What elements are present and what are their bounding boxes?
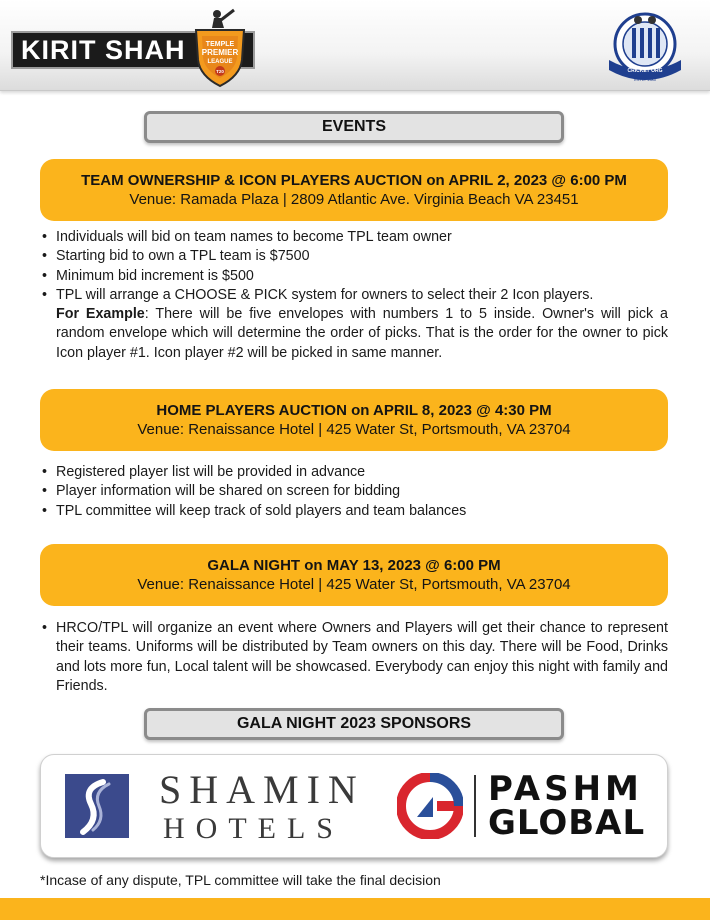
pashm-divider [474,775,476,837]
example-label: For Example [56,306,145,323]
event-venue: Venue: Renaissance Hotel | 425 Water St, Portsmouth, VA 23704 [137,421,571,438]
shamin-sub: HOTELS [163,812,344,845]
svg-text:CRICKET ORG: CRICKET ORG [627,68,663,74]
sponsors-heading: GALA NIGHT 2023 SPONSORS [144,708,564,740]
event-title: HOME PLAYERS AUCTION on APRIL 8, 2023 @ 4:30 PM [156,402,552,419]
svg-text:ESTD. 1985: ESTD. 1985 [634,77,656,82]
list-item: • Individuals will bid on team names to become TPL team owner [40,228,668,247]
league-badge-icon [188,8,252,88]
event-details-list [40,619,668,696]
list-item: • Starting bid to own a TPL team is $7500 [40,247,668,266]
event-title: GALA NIGHT on MAY 13, 2023 @ 6:00 PM [207,557,501,574]
pashm-sub: GLOBAL [488,803,646,843]
svg-text:T20: T20 [216,69,224,74]
bottom-accent-bar [0,898,710,920]
shamin-name: SHAMIN [159,767,365,812]
list-item-text: TPL will arrange a CHOOSE & PICK system for owners to select their 2 Icon players. [56,286,594,303]
list-item: • Player information will be shared on screen for bidding [40,482,668,501]
event-banner-gala-night [40,544,668,606]
list-item [40,286,668,363]
event-venue: Venue: Renaissance Hotel | 425 Water St, Portsmouth, VA 23704 [137,576,571,593]
svg-text:PREMIER: PREMIER [201,48,239,57]
example-text: : There will be five envelopes with numbers 1 to 5 inside. Owner's will pick a random envelope which will determine the order of picks. That is the order for the owner to pick Icon player #1. Icon player #2 will be picked in same manner. [56,306,668,361]
example-note [56,305,668,363]
events-heading: EVENTS [144,111,564,143]
brand-name: KIRIT SHAH [21,35,186,65]
event-venue: Venue: Ramada Plaza | 2809 Atlantic Ave. Virginia Beach VA 23451 [129,191,579,208]
footnote: *Incase of any dispute, TPL committee will take the final decision [40,872,441,888]
list-item: • Minimum bid increment is $500 [40,267,668,286]
event-title: TEAM OWNERSHIP & ICON PLAYERS AUCTION on APRIL 2, 2023 @ 6:00 PM [81,172,627,189]
shamin-hotels-logo-icon [65,774,129,838]
event-banner-home-players [40,389,668,451]
list-item: • HRCO/TPL will organize an event where Owners and Players will get their chance to represent their teams. Uniforms will be distributed by Team owners on this day. There will be Food, Drinks and lots more fun, Local talent will be showcased. Everybody can enjoy this night with family and Friends. [40,619,668,696]
sponsor-logos [40,754,668,858]
pashm-name: PASHM [488,769,643,809]
list-item: • Registered player list will be provided in advance [40,463,668,482]
event-banner-auction [40,159,668,221]
pashm-global-logo-icon [397,773,463,839]
svg-text:TEMPLE: TEMPLE [205,41,235,48]
club-logo-icon [605,10,685,84]
event-details-list [40,228,668,363]
page-header [0,0,710,91]
svg-text:LEAGUE: LEAGUE [207,59,233,65]
event-details-list [40,463,668,521]
list-item: • TPL committee will keep track of sold players and team balances [40,502,668,521]
